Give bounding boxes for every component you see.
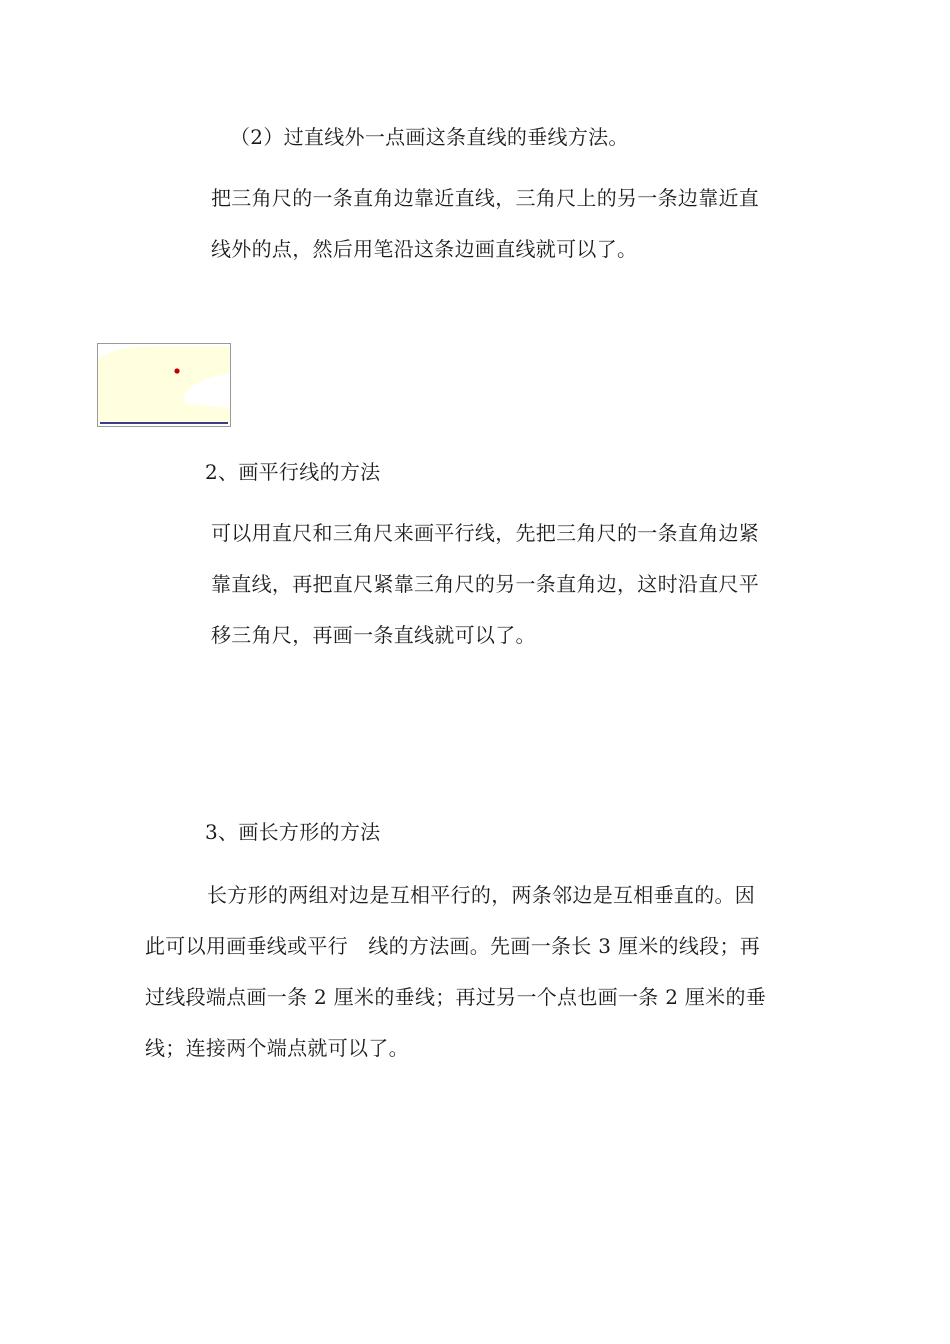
figure-notch [210, 378, 224, 394]
perpendicular-drawing-figure [97, 343, 231, 427]
subheading-perpendicular-through-point: （2）过直线外一点画这条直线的垂线方法。 [230, 125, 629, 149]
paragraph-line: 长方形的两组对边是互相平行的，两条邻边是互相垂直的。因 [207, 883, 756, 907]
paragraph-line: 把三角尺的一条直角边靠近直线，三角尺上的另一条边靠近直 [211, 186, 760, 210]
paragraph-line: 此可以用画垂线或平行 线的方法画。先画一条长 3 厘米的线段；再 [145, 934, 761, 958]
heading-rectangle: 3、画长方形的方法 [205, 820, 381, 844]
point-outside-line [174, 368, 179, 373]
paragraph-line: 靠直线，再把直尺紧靠三角尺的另一条直角边，这时沿直尺平 [211, 572, 760, 596]
paragraph-line: 移三角尺，再画一条直线就可以了。 [211, 623, 536, 647]
paragraph-line: 线外的点，然后用笔沿这条边画直线就可以了。 [211, 237, 638, 261]
figure-canvas [98, 344, 230, 426]
paragraph-line: 线；连接两个端点就可以了。 [145, 1036, 409, 1060]
heading-parallel-lines: 2、画平行线的方法 [205, 460, 381, 484]
paragraph-line: 过线段端点画一条 2 厘米的垂线；再过另一个点也画一条 2 厘米的垂 [145, 985, 767, 1009]
paragraph-line: 可以用直尺和三角尺来画平行线，先把三角尺的一条直角边紧 [211, 521, 760, 545]
